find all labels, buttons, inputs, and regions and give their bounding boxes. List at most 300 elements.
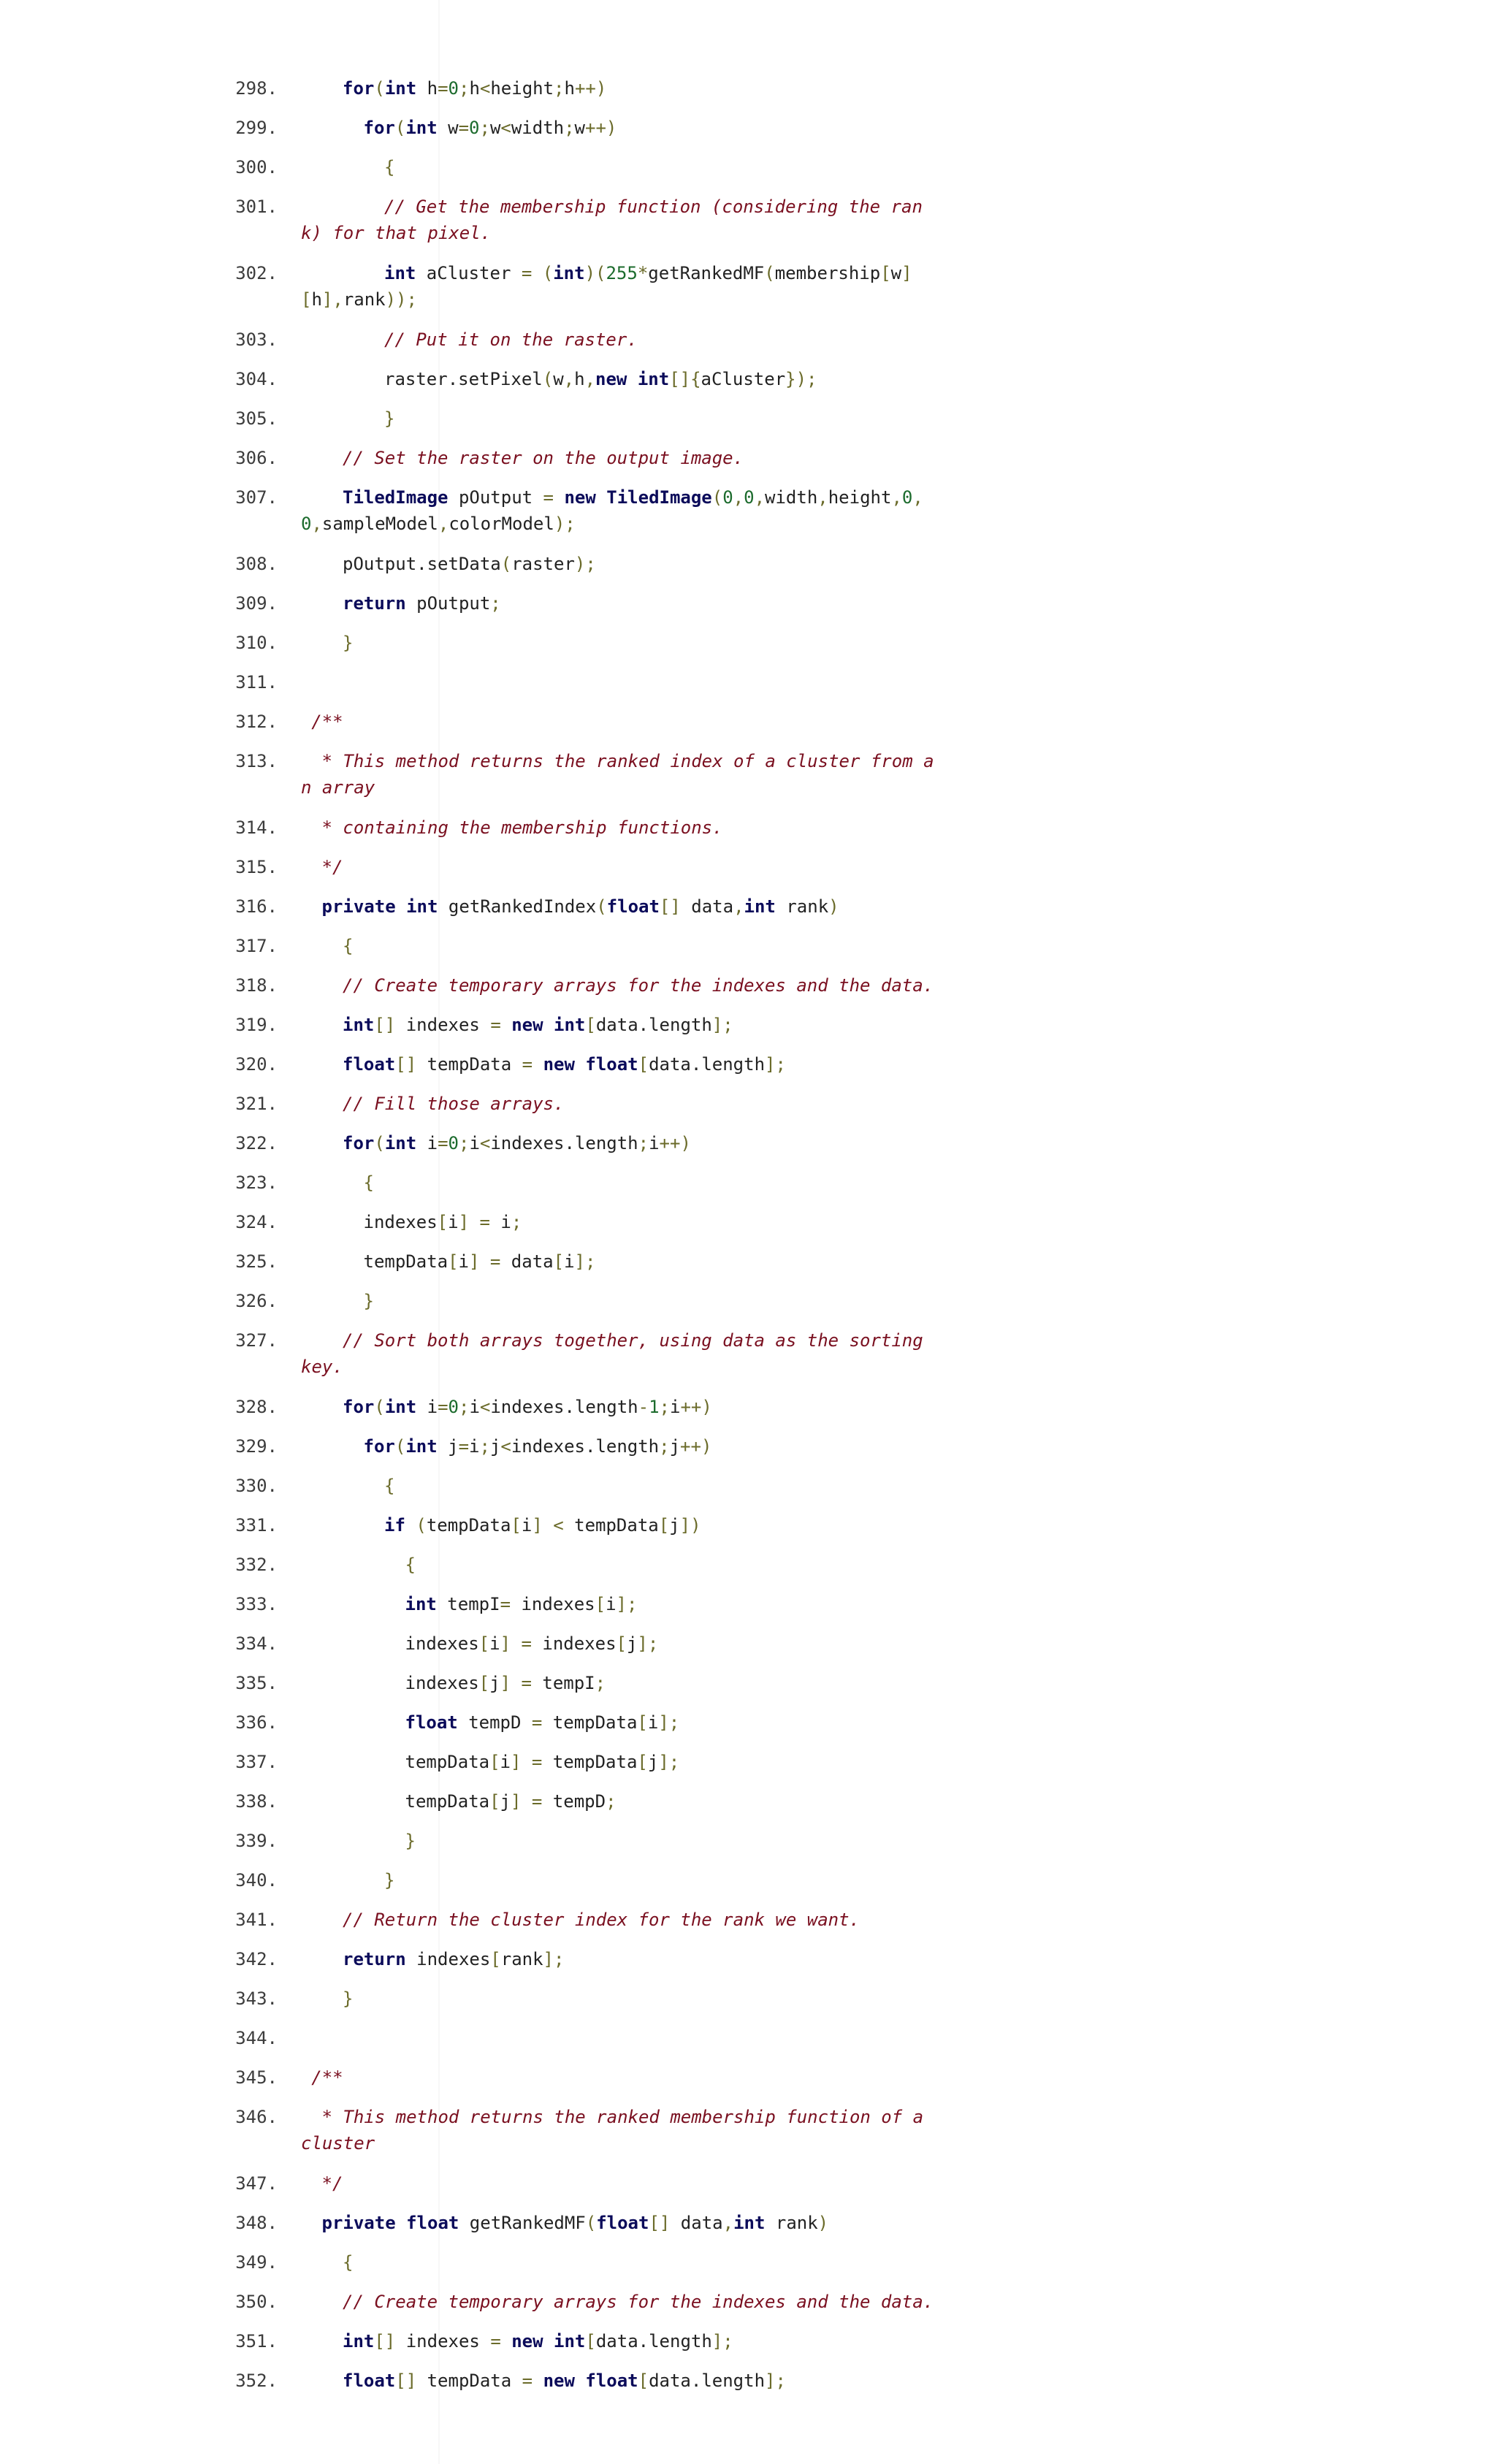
line-number: 335. <box>235 1673 278 1693</box>
identifier-token: width <box>765 487 818 508</box>
code-line <box>301 551 982 577</box>
code-line <box>301 1552 1045 1578</box>
identifier-token: i <box>416 1397 438 1417</box>
keyword-token: float <box>405 1712 458 1733</box>
punctuation-token: , <box>817 487 828 508</box>
punctuation-token: < <box>479 1397 491 1417</box>
identifier-token <box>511 1633 521 1654</box>
punctuation-token: ( <box>374 78 385 99</box>
line-number: 315. <box>235 857 278 877</box>
punctuation-token: ]; <box>658 1712 680 1733</box>
identifier-token: pOutput <box>405 593 491 614</box>
code-line <box>301 115 1003 141</box>
punctuation-token: ]; <box>616 1594 638 1614</box>
punctuation-token: = <box>438 1397 449 1417</box>
punctuation-token: [ <box>448 1251 459 1272</box>
identifier-token: height <box>828 487 892 508</box>
code-line <box>301 1288 1003 1314</box>
punctuation-token: , <box>563 369 575 389</box>
punctuation-token: = <box>489 1251 501 1272</box>
keyword-token: private <box>321 896 396 917</box>
line-number: 343. <box>235 1988 278 2009</box>
punctuation-token: ( <box>585 2213 597 2233</box>
punctuation-token: ]) <box>679 1515 701 1536</box>
code-line <box>301 1630 1045 1657</box>
code-line <box>301 1130 982 1156</box>
code-line <box>301 1749 1045 1775</box>
line-number: 314. <box>235 817 278 838</box>
code-line <box>301 260 940 313</box>
keyword-token: new <box>564 487 596 508</box>
punctuation-token: , <box>891 487 902 508</box>
keyword-token: int <box>553 263 585 283</box>
identifier-token <box>543 1515 553 1536</box>
number-token: 0 <box>301 514 312 534</box>
punctuation-token: ] <box>511 1791 522 1812</box>
punctuation-token: ( <box>374 1133 385 1153</box>
identifier-token: i <box>564 1251 575 1272</box>
code-line <box>301 2289 982 2315</box>
punctuation-token: ++) <box>585 118 617 138</box>
identifier-token: i <box>469 1436 480 1457</box>
keyword-token: for <box>343 1397 375 1417</box>
punctuation-token: [ <box>637 1712 648 1733</box>
keyword-token: return <box>343 593 406 614</box>
punctuation-token: , <box>912 487 923 508</box>
number-token: 0 <box>901 487 913 508</box>
identifier-token: i <box>521 1515 533 1536</box>
code-line <box>301 1473 1023 1499</box>
identifier-token: width <box>511 118 565 138</box>
keyword-token: int <box>554 1015 586 1035</box>
identifier-token: indexes <box>405 1633 479 1654</box>
punctuation-token: < <box>479 1133 491 1153</box>
keyword-token: TiledImage <box>343 487 449 508</box>
code-line <box>301 154 1023 180</box>
identifier-token <box>596 487 606 508</box>
punctuation-token: < <box>500 118 511 138</box>
line-number: 319. <box>235 1015 278 1035</box>
line-number: 345. <box>235 2067 278 2088</box>
identifier-token: tempData <box>542 1752 638 1772</box>
punctuation-token: , <box>733 487 744 508</box>
identifier-token <box>532 263 542 283</box>
identifier-token: w <box>890 263 902 283</box>
code-line <box>301 709 950 735</box>
keyword-token: int <box>637 369 670 389</box>
punctuation-token: = <box>438 1133 449 1153</box>
punctuation-token: ; <box>659 1397 670 1417</box>
comment-token: // Get the membership function (considering the rank) for that pixel. <box>301 197 923 243</box>
identifier-token: tempData <box>416 2370 522 2391</box>
punctuation-token: ; <box>638 1133 649 1153</box>
punctuation-token: = <box>490 2331 501 2352</box>
punctuation-token: ; <box>458 78 470 99</box>
punctuation-token: ] <box>511 1752 522 1772</box>
punctuation-token: ]; <box>765 1054 786 1075</box>
code-line <box>301 1433 1003 1460</box>
punctuation-token: = <box>458 1436 470 1457</box>
line-number: 339. <box>235 1831 278 1851</box>
identifier-token: i <box>416 1133 438 1153</box>
identifier-token <box>511 1673 521 1693</box>
punctuation-token: ; <box>479 118 490 138</box>
keyword-token: float <box>606 896 660 917</box>
comment-token: // Return the cluster index for the rank we want. <box>343 1910 860 1930</box>
punctuation-token: ; <box>595 1673 606 1693</box>
identifier-token <box>533 1054 543 1075</box>
keyword-token: int <box>343 1015 375 1035</box>
comment-token: // Set the raster on the output image. <box>343 448 744 468</box>
line-number: 324. <box>235 1212 278 1232</box>
punctuation-token: [ <box>437 1212 449 1232</box>
code-line <box>301 2064 950 2091</box>
punctuation-token: ++) <box>680 1436 712 1457</box>
punctuation-token: , <box>733 896 744 917</box>
punctuation-token: [ <box>489 1791 500 1812</box>
punctuation-token: }); <box>785 369 817 389</box>
code-line <box>301 484 940 537</box>
line-number: 337. <box>235 1752 278 1772</box>
line-number: 352. <box>235 2370 278 2391</box>
code-line <box>301 972 982 999</box>
keyword-token: int <box>384 78 417 99</box>
punctuation-token: = <box>522 2370 533 2391</box>
punctuation-token: } <box>405 1831 416 1851</box>
line-number: 327. <box>235 1330 278 1351</box>
punctuation-token: ); <box>554 514 576 534</box>
identifier-token: j <box>437 1436 459 1457</box>
punctuation-token: { <box>363 1172 374 1193</box>
keyword-token: return <box>343 1949 406 1969</box>
keyword-token: new <box>595 369 627 389</box>
identifier-token: data <box>670 2213 723 2233</box>
line-number: 299. <box>235 118 278 138</box>
punctuation-token: = <box>521 263 533 283</box>
comment-token: // Create temporary arrays for the indexes and the data. <box>343 2292 934 2312</box>
punctuation-token: ) <box>817 2213 829 2233</box>
identifier-token: h <box>416 78 438 99</box>
line-number: 346. <box>235 2107 278 2127</box>
line-number: 344. <box>235 2028 278 2048</box>
identifier-token: i <box>489 1633 500 1654</box>
code-line <box>301 1091 982 1117</box>
punctuation-token: = <box>531 1791 543 1812</box>
identifier-token: indexes.length <box>490 1133 638 1153</box>
keyword-token: int <box>406 896 438 917</box>
identifier-token: i <box>670 1397 681 1417</box>
punctuation-token: ( <box>374 1397 385 1417</box>
line-number: 301. <box>235 197 278 217</box>
code-line <box>301 1946 982 1972</box>
identifier-token <box>533 2370 543 2391</box>
comment-token: /** <box>311 712 343 732</box>
code-line <box>301 2104 940 2156</box>
punctuation-token: ( <box>542 369 554 389</box>
punctuation-token: } <box>384 1870 395 1891</box>
punctuation-token: ] <box>500 1673 511 1693</box>
identifier-token <box>396 896 406 917</box>
identifier-token: rank <box>500 1949 543 1969</box>
identifier-token: indexes <box>405 1673 479 1693</box>
keyword-token: int <box>405 1436 438 1457</box>
punctuation-token: ]; <box>711 2331 733 2352</box>
identifier-token: aCluster <box>416 263 522 283</box>
identifier-token <box>543 2331 554 2352</box>
line-number: 350. <box>235 2292 278 2312</box>
identifier-token <box>521 1791 531 1812</box>
identifier-token: i <box>500 1752 511 1772</box>
identifier-token: getRankedIndex <box>438 896 597 917</box>
line-number: 336. <box>235 1712 278 1733</box>
identifier-token: tempData <box>426 1515 511 1536</box>
keyword-token: int <box>384 1397 417 1417</box>
number-token: 255 <box>606 263 638 283</box>
identifier-token: indexes.length <box>511 1436 660 1457</box>
punctuation-token: ]; <box>765 2370 786 2391</box>
punctuation-token: ]; <box>543 1949 565 1969</box>
punctuation-token: [] <box>374 1015 396 1035</box>
line-number: 318. <box>235 975 278 996</box>
identifier-token: indexes <box>395 2331 491 2352</box>
punctuation-token: ++) <box>659 1133 691 1153</box>
line-number: 316. <box>235 896 278 917</box>
identifier-token: h <box>574 369 585 389</box>
punctuation-token: ] <box>500 1633 511 1654</box>
identifier-token: raster.setPixel <box>384 369 543 389</box>
identifier-token: j <box>669 1515 680 1536</box>
punctuation-token: [ <box>489 1752 500 1772</box>
line-number: 320. <box>235 1054 278 1075</box>
punctuation-token: ( <box>711 487 723 508</box>
keyword-token: int <box>384 1133 417 1153</box>
line-number: 332. <box>235 1555 278 1575</box>
punctuation-token: ; <box>554 78 565 99</box>
identifier-token: rank <box>343 289 386 310</box>
comment-token: // Fill those arrays. <box>343 1094 565 1114</box>
identifier-token: j <box>489 1673 500 1693</box>
keyword-token: float <box>343 2370 396 2391</box>
identifier-token: tempData <box>363 1251 449 1272</box>
code-line <box>301 2249 982 2276</box>
identifier-token: j <box>500 1791 511 1812</box>
punctuation-token: [ <box>478 1673 490 1693</box>
line-number: 331. <box>235 1515 278 1536</box>
code-line <box>301 1907 982 1933</box>
punctuation-token: ++) <box>574 78 607 99</box>
punctuation-token: ; <box>564 118 575 138</box>
identifier-token: j <box>669 1436 681 1457</box>
punctuation-token: ( <box>596 896 607 917</box>
punctuation-token: * <box>637 263 649 283</box>
number-token: 0 <box>744 487 755 508</box>
identifier-token: rank <box>765 2213 818 2233</box>
number-token: 0 <box>722 487 733 508</box>
code-line <box>301 75 982 102</box>
punctuation-token: } <box>343 1988 354 2009</box>
identifier-token: h <box>311 289 322 310</box>
code-line <box>301 1394 982 1420</box>
identifier-token <box>543 1015 554 1035</box>
code-line <box>301 630 982 656</box>
code-line <box>301 366 1023 392</box>
identifier-token: indexes <box>363 1212 438 1232</box>
identifier-token: i <box>489 1212 511 1232</box>
punctuation-token: ] <box>532 1515 543 1536</box>
identifier-token: w <box>489 118 501 138</box>
line-number: 309. <box>235 593 278 614</box>
identifier-token: data.length <box>595 1015 712 1035</box>
identifier-token: tempData <box>542 1712 638 1733</box>
punctuation-token: ] <box>458 1212 470 1232</box>
keyword-token: int <box>733 2213 766 2233</box>
identifier-token: indexes <box>405 1949 491 1969</box>
keyword-token: for <box>343 78 375 99</box>
identifier-token: data <box>500 1251 554 1272</box>
number-token: 0 <box>448 1397 459 1417</box>
line-number: 329. <box>235 1436 278 1457</box>
line-number: 304. <box>235 369 278 389</box>
punctuation-token: ++) <box>680 1397 712 1417</box>
code-line <box>301 1327 940 1380</box>
punctuation-token: ( <box>542 263 554 283</box>
code-line <box>301 405 1023 432</box>
keyword-token: private <box>321 2213 396 2233</box>
line-number: 298. <box>235 78 278 99</box>
punctuation-token: ; <box>458 1133 470 1153</box>
keyword-token: new <box>543 1054 575 1075</box>
identifier-token: i <box>458 1251 469 1272</box>
punctuation-token: [] <box>395 2370 417 2391</box>
line-number: 340. <box>235 1870 278 1891</box>
line-number: 338. <box>235 1791 278 1812</box>
code-line <box>301 1591 1045 1617</box>
code-line <box>301 2170 961 2197</box>
identifier-token: i <box>649 1133 660 1153</box>
punctuation-token: ( <box>394 1436 406 1457</box>
punctuation-token: ][ <box>301 263 912 310</box>
identifier-token: rank <box>775 896 829 917</box>
keyword-token: float <box>585 2370 638 2391</box>
identifier-token: w <box>437 118 459 138</box>
line-number: 313. <box>235 751 278 771</box>
punctuation-token: } <box>363 1291 374 1311</box>
punctuation-token: ); <box>574 554 596 574</box>
line-number: 317. <box>235 936 278 956</box>
punctuation-token: [ <box>585 1015 596 1035</box>
comment-token: * containing the membership functions. <box>321 817 723 838</box>
code-line <box>301 1828 1045 1854</box>
code-line <box>301 1012 982 1038</box>
identifier-token: tempD <box>542 1791 606 1812</box>
keyword-token: int <box>343 2331 375 2352</box>
identifier-token: data.length <box>649 1054 766 1075</box>
identifier-token: colorModel <box>449 514 554 534</box>
punctuation-token: [] <box>395 1054 417 1075</box>
number-token: 0 <box>469 118 480 138</box>
punctuation-token: []{ <box>669 369 701 389</box>
line-number: 321. <box>235 1094 278 1114</box>
punctuation-token: ( <box>500 554 512 574</box>
keyword-token: new <box>511 2331 543 2352</box>
code-line <box>301 1170 1003 1196</box>
identifier-token: tempI <box>436 1594 500 1614</box>
code-line <box>301 2210 961 2236</box>
line-number: 342. <box>235 1949 278 1969</box>
punctuation-token: [] <box>659 896 681 917</box>
identifier-token: height <box>490 78 554 99</box>
punctuation-token: ) <box>828 896 839 917</box>
identifier-token: i <box>647 1712 659 1733</box>
identifier-token: data <box>680 896 734 917</box>
keyword-token: float <box>596 2213 649 2233</box>
line-number: 307. <box>235 487 278 508</box>
identifier-token: i <box>469 1397 480 1417</box>
number-token: 0 <box>448 1133 459 1153</box>
identifier-token: w <box>574 118 585 138</box>
identifier-token: w <box>553 369 564 389</box>
punctuation-token: { <box>384 157 395 178</box>
identifier-token <box>575 1054 585 1075</box>
keyword-token: new <box>543 2370 575 2391</box>
keyword-token: int <box>405 1594 437 1614</box>
identifier-token: data.length <box>595 2331 712 2352</box>
identifier-token: j <box>489 1436 501 1457</box>
punctuation-token: [] <box>649 2213 671 2233</box>
comment-token: // Sort both arrays together, using data as the sorting key. <box>301 1330 934 1377</box>
punctuation-token: [ <box>616 1633 627 1654</box>
line-number: 322. <box>235 1133 278 1153</box>
punctuation-token: < <box>479 78 491 99</box>
punctuation-token: < <box>500 1436 511 1457</box>
punctuation-token: ; <box>490 593 501 614</box>
keyword-token: int <box>554 2331 586 2352</box>
punctuation-token: [ <box>585 2331 596 2352</box>
keyword-token: int <box>744 896 776 917</box>
punctuation-token: ; <box>606 1791 617 1812</box>
punctuation-token: = <box>438 78 449 99</box>
punctuation-token: [] <box>374 2331 396 2352</box>
code-line <box>301 1670 1045 1696</box>
punctuation-token: [ <box>478 1633 490 1654</box>
keyword-token: float <box>406 2213 459 2233</box>
line-number: 325. <box>235 1251 278 1272</box>
punctuation-token: [ <box>880 263 891 283</box>
code-line <box>301 1709 1045 1736</box>
line-number: 310. <box>235 633 278 653</box>
identifier-token: sampleModel <box>321 514 438 534</box>
punctuation-token: [ <box>638 2370 649 2391</box>
keyword-token: for <box>343 1133 375 1153</box>
comment-token: */ <box>321 2173 343 2194</box>
code-line <box>301 1867 1023 1893</box>
code-line <box>301 590 982 617</box>
keyword-token: for <box>363 1436 395 1457</box>
comment-token: * This method returns the ranked membership function of a cluster <box>301 2107 934 2154</box>
identifier-token: i <box>448 1212 459 1232</box>
line-number: 308. <box>235 554 278 574</box>
punctuation-token: = <box>479 1212 490 1232</box>
punctuation-token: ; <box>511 1212 522 1232</box>
code-line <box>301 1986 982 2012</box>
punctuation-token: = <box>522 1054 533 1075</box>
identifier-token: tempI <box>531 1673 595 1693</box>
line-number: 347. <box>235 2173 278 2194</box>
punctuation-token: [ <box>511 1515 522 1536</box>
line-number: 305. <box>235 408 278 429</box>
punctuation-token: ] <box>469 1251 480 1272</box>
line-number: 312. <box>235 712 278 732</box>
